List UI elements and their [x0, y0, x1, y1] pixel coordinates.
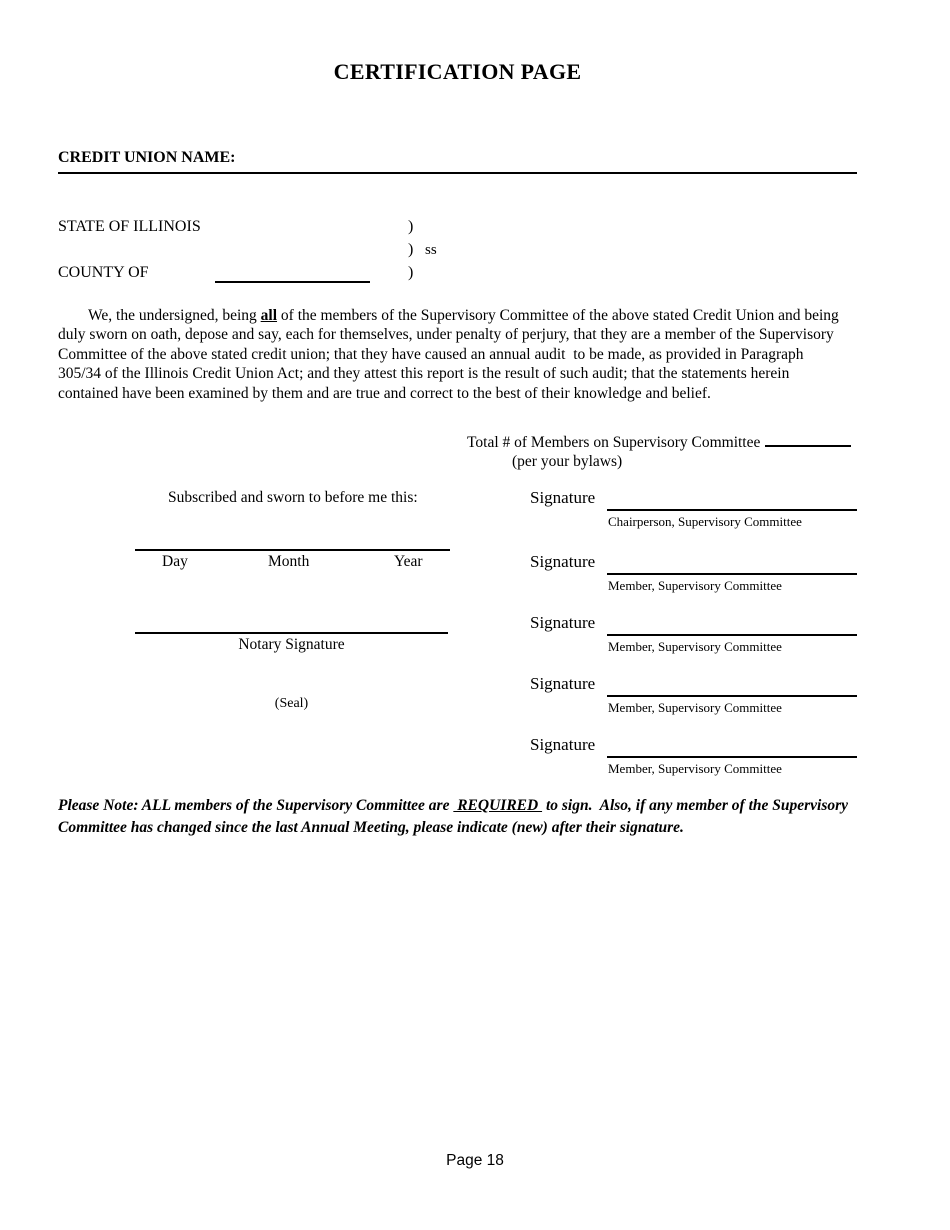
page-number: Page 18: [446, 1152, 504, 1169]
signature-row: [530, 552, 858, 602]
please-note-paragraph: [58, 795, 850, 838]
county-blank-line: [215, 281, 370, 283]
day-label: Day: [162, 553, 188, 570]
total-members-label: Total # of Members on Supervisory Committee: [467, 434, 761, 451]
total-members-blank-line: [765, 431, 851, 447]
paren-mark: ): [408, 241, 414, 258]
signature-line: [607, 695, 857, 697]
signature-label: Signature: [530, 613, 596, 632]
county-label: COUNTY OF: [58, 264, 149, 281]
signature-line: [607, 509, 857, 511]
signature-role-label: Member, Supervisory Committee: [608, 761, 782, 776]
paren-mark: ): [408, 264, 414, 281]
signature-role-label: Member, Supervisory Committee: [608, 578, 782, 593]
month-label: Month: [268, 553, 310, 570]
note-text-pre: Please Note: ALL members of the Supervisory Committee are: [58, 797, 454, 814]
ss-label: ss: [425, 242, 437, 258]
notary-signature-line: [135, 632, 448, 634]
signature-label: Signature: [530, 488, 596, 507]
signature-label: Signature: [530, 735, 596, 754]
credit-union-name-field: [58, 149, 857, 174]
signature-row: [530, 613, 858, 663]
note-text-post: to sign. Also, if any member of the Supervisory Committee has changed since the last Annual Meeting, please indicate (new) after their signature.: [58, 797, 852, 836]
subscribed-sworn-label: Subscribed and sworn to before me this:: [168, 489, 418, 506]
notary-signature-caption: Notary Signature: [238, 636, 345, 653]
jurat-county-row: [58, 264, 478, 282]
signature-line: [607, 573, 857, 575]
oath-emphasis-all: all: [260, 307, 278, 324]
credit-union-name-label: CREDIT UNION NAME:: [58, 149, 236, 166]
signature-row: [530, 674, 858, 724]
signature-row: [530, 488, 858, 538]
oath-text-post: of the members of the Supervisory Committee of the above stated Credit Union and being duly sworn on oath, depose and say, each for themselves, under penalty of perjury, that they are a member of the Supervisory Committee of the above stated credit union; that they have caused an annual audit to be made, as provided in Paragraph 305/34 of the Illinois Credit Union Act; and they attest this report is the result of such audit; that the statements herein contained have been examined by them and are true and correct to the best of their knowledge and belief.: [58, 307, 843, 402]
signature-role-label: Chairperson, Supervisory Committee: [608, 514, 802, 529]
signature-label: Signature: [530, 674, 596, 693]
signature-line: [607, 756, 857, 758]
oath-paragraph: [58, 306, 850, 403]
per-bylaws-label: (per your bylaws): [512, 453, 623, 470]
page-title: CERTIFICATION PAGE: [333, 59, 582, 84]
total-members-block: [467, 431, 851, 471]
signature-label: Signature: [530, 552, 596, 571]
note-required-emphasis: REQUIRED: [453, 797, 543, 814]
state-label: STATE OF ILLINOIS: [58, 218, 201, 235]
signature-role-label: Member, Supervisory Committee: [608, 639, 782, 654]
signature-role-label: Member, Supervisory Committee: [608, 700, 782, 715]
oath-text-pre: We, the undersigned, being: [88, 307, 261, 324]
year-label: Year: [394, 553, 423, 570]
signature-line: [607, 634, 857, 636]
date-blank-line: [135, 549, 450, 551]
signature-row: [530, 735, 858, 785]
paren-mark: ): [408, 218, 414, 235]
seal-label: (Seal): [274, 696, 309, 711]
jurat-state-row: [58, 218, 478, 236]
